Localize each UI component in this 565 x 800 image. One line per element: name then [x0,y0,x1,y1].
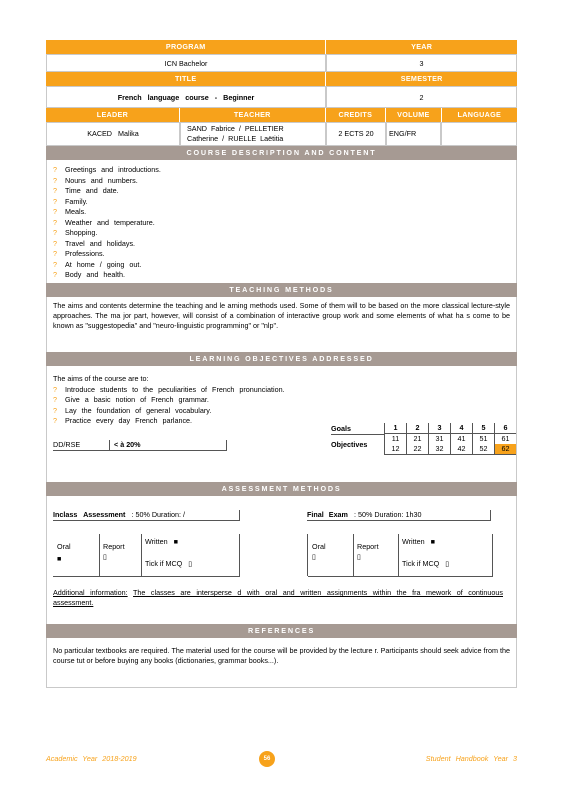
dd-rse-row [53,440,227,451]
language-value [441,122,517,146]
objective-item [53,406,510,417]
objective-cell: 42 [450,444,472,455]
course-item [53,207,510,218]
objective-item [53,395,510,406]
references-text: No particular textbooks are required. The material used for the course will be provided by the lecture r. Participants should seek advice from the course tut or before buying any books (dictionaries, grammar books...). [53,646,510,665]
teaching-methods-text: The aims and contents determine the teaching and le arning methods used. Some of them will to be based on the more classical lecture-style approaches. The ma jor part, however, will consist of a combination of interactive group work and some elements of what ha s come to be known as "suggestopedia" and "neuro-linguistic programming" or "nlp". [53,301,510,330]
bullet-icon: ? [53,270,57,279]
final-tick-label: Tick if MCQ [402,559,440,568]
language-label: LANGUAGE [441,108,517,122]
final-written-box [398,534,493,577]
course-item-text: Nouns and numbers. [65,175,138,185]
credits-value: 2 ECTS 20 [326,122,386,146]
bullet-icon: ? [53,249,57,258]
course-item [53,165,510,176]
course-item-text: Family. [65,196,88,206]
course-description-heading: COURSE DESCRIPTION AND CONTENT [46,146,517,160]
inclass-written-box [141,534,240,577]
bullet-icon: ? [53,165,57,174]
objective-cell: 31 [428,434,450,444]
bullet-icon: ? [53,395,57,404]
course-item [53,218,510,229]
title-label: TITLE [46,72,325,86]
course-item [53,270,510,281]
references-heading: REFERENCES [46,624,517,638]
final-report-mark: ▯ [357,552,361,561]
bullet-icon: ? [53,238,57,248]
additional-label: Additional information: [53,588,128,597]
course-item-text: Travel and holidays. [65,238,136,248]
inclass-written-mark: ■ [173,537,178,546]
goal-cell: 1 [384,423,406,434]
leader-value: KACED Malika [46,122,180,146]
bullet-icon: ? [53,207,57,216]
inclass-label: Inclass Assessment [53,510,126,519]
inclass-oral-mark: ■ [57,554,62,563]
inclass-oral-box [53,534,100,577]
assessment-block [46,496,517,624]
course-item [53,186,510,197]
objectives-row-1 [384,434,516,444]
goals-cells [384,423,516,434]
year-label: YEAR [325,40,517,54]
course-item [53,176,510,187]
objective-cell: 41 [450,434,472,444]
inclass-written-label: Written [145,537,168,546]
final-detail: : 50% Duration: 1h30 [353,510,422,519]
program-label: PROGRAM [46,40,325,54]
course-item-text: Weather and temperature. [65,217,155,227]
course-sheet [46,40,517,688]
learning-objectives-heading: LEARNING OBJECTIVES ADDRESSED [46,352,517,366]
objective-cell: 12 [384,444,406,455]
inclass-detail: : 50% Duration: / [131,510,185,519]
teacher-value [180,122,326,146]
final-types [307,534,492,576]
course-item [53,260,510,271]
objectives-list [53,385,510,427]
semester-label: SEMESTER [325,72,517,86]
objective-item-text: Introduce students to the peculiarities of French pronunciation. [65,384,285,394]
program-value: ICN Bachelor [46,54,326,72]
course-item-text: Greetings and introductions. [65,165,161,174]
course-item-text: Body and health. [65,270,125,279]
inclass-tick-mark: ▯ [188,559,193,568]
bullet-icon: ? [53,186,57,195]
objective-item-text: Practice every day French parlance. [65,416,193,425]
references-block [46,638,517,688]
objective-cell: 11 [384,434,406,444]
course-item [53,228,510,239]
leader-label: LEADER [46,108,179,122]
course-item [53,197,510,208]
bullet-icon: ? [53,175,57,185]
course-item-text: At home / going out. [65,259,142,269]
footer-academic-year: Academic Year 2018-2019 [46,754,137,763]
inclass-report-mark: ▯ [103,552,107,561]
final-oral-label: Oral [312,542,326,551]
objective-cell: 32 [428,444,450,455]
objective-cell: 62 [494,444,516,455]
course-item-text: Time and date. [65,186,119,195]
final-report-label: Report [357,542,379,551]
course-item-text: Professions. [65,249,105,258]
inclass-types [53,534,239,576]
inclass-written-row [145,537,178,546]
inclass-oral-label: Oral [57,542,71,551]
goal-cell: 6 [494,423,516,434]
course-item [53,239,510,250]
final-written-row [402,537,435,546]
bullet-icon: ? [53,196,57,206]
objective-item-text: Lay the foundation of general vocabulary. [65,405,212,415]
objective-cell: 52 [472,444,494,455]
teaching-methods-block [46,297,517,352]
learning-objectives-block [46,366,517,482]
course-item-text: Meals. [65,207,87,216]
inclass-tick-label: Tick if MCQ [145,559,183,568]
objectives-intro: The aims of the course are to: [53,374,149,383]
objectives-row-2 [384,444,516,455]
final-report-box [353,534,399,577]
inclass-assessment-row [53,510,240,521]
teacher-label: TEACHER [179,108,325,122]
course-item-text: Shopping. [65,228,98,237]
final-tick-row [402,559,449,568]
bullet-icon: ? [53,416,57,425]
final-written-label: Written [402,537,425,546]
inclass-report-box [99,534,142,577]
final-label: Final Exam [307,510,348,519]
teaching-methods-heading: TEACHING METHODS [46,283,517,297]
bullet-icon: ? [53,405,57,415]
inclass-report-label: Report [103,542,125,551]
teacher-line-1: SAND Fabrice / PELLETIER [187,124,284,133]
bullet-icon: ? [53,228,57,237]
dd-rse-label: DD/RSE [53,440,81,449]
semester-value: 2 [326,86,517,108]
course-item [53,249,510,260]
final-tick-mark: ▯ [445,559,450,568]
bullet-icon: ? [53,217,57,227]
bullet-icon: ? [53,259,57,269]
page-number: 56 [259,751,275,767]
goal-cell: 2 [406,423,428,434]
objective-cell: 51 [472,434,494,444]
final-oral-mark: ▯ [312,552,316,561]
goal-cell: 5 [472,423,494,434]
final-written-mark: ■ [430,537,435,546]
objective-item [53,385,510,396]
final-oral-box [308,534,354,577]
goals-label: Goals [331,423,384,434]
goals-objectives-table [331,423,516,455]
assessment-heading: ASSESSMENT METHODS [46,482,517,496]
program-header-row [46,40,517,54]
volume-label: VOLUME [385,108,441,122]
objective-cell: 22 [406,444,428,455]
volume-value: ENG/FR [386,122,441,146]
final-exam-row [307,510,491,521]
goal-cell: 4 [450,423,472,434]
bullet-icon: ? [53,384,57,394]
objective-cell: 21 [406,434,428,444]
additional-information [53,588,503,608]
goal-cell: 3 [428,423,450,434]
course-content-list [46,160,517,283]
inclass-tick-row [145,559,192,568]
dd-rse-value: < à 20% [109,440,141,450]
teacher-line-2: Catherine / RUELLE Laëtitia [187,134,284,143]
year-value: 3 [326,54,517,72]
credits-label: CREDITS [325,108,385,122]
objectives-label: Objectives [331,440,368,450]
objective-cell: 61 [494,434,516,444]
additional-text: The classes are intersperse d with oral and written assignments within the fra mework of continuous assessment. [53,588,503,607]
course-title: French language course - Beginner [46,86,326,108]
footer-handbook-title: Student Handbook Year 3 [425,754,517,763]
objective-item-text: Give a basic notion of French grammar. [65,395,209,404]
